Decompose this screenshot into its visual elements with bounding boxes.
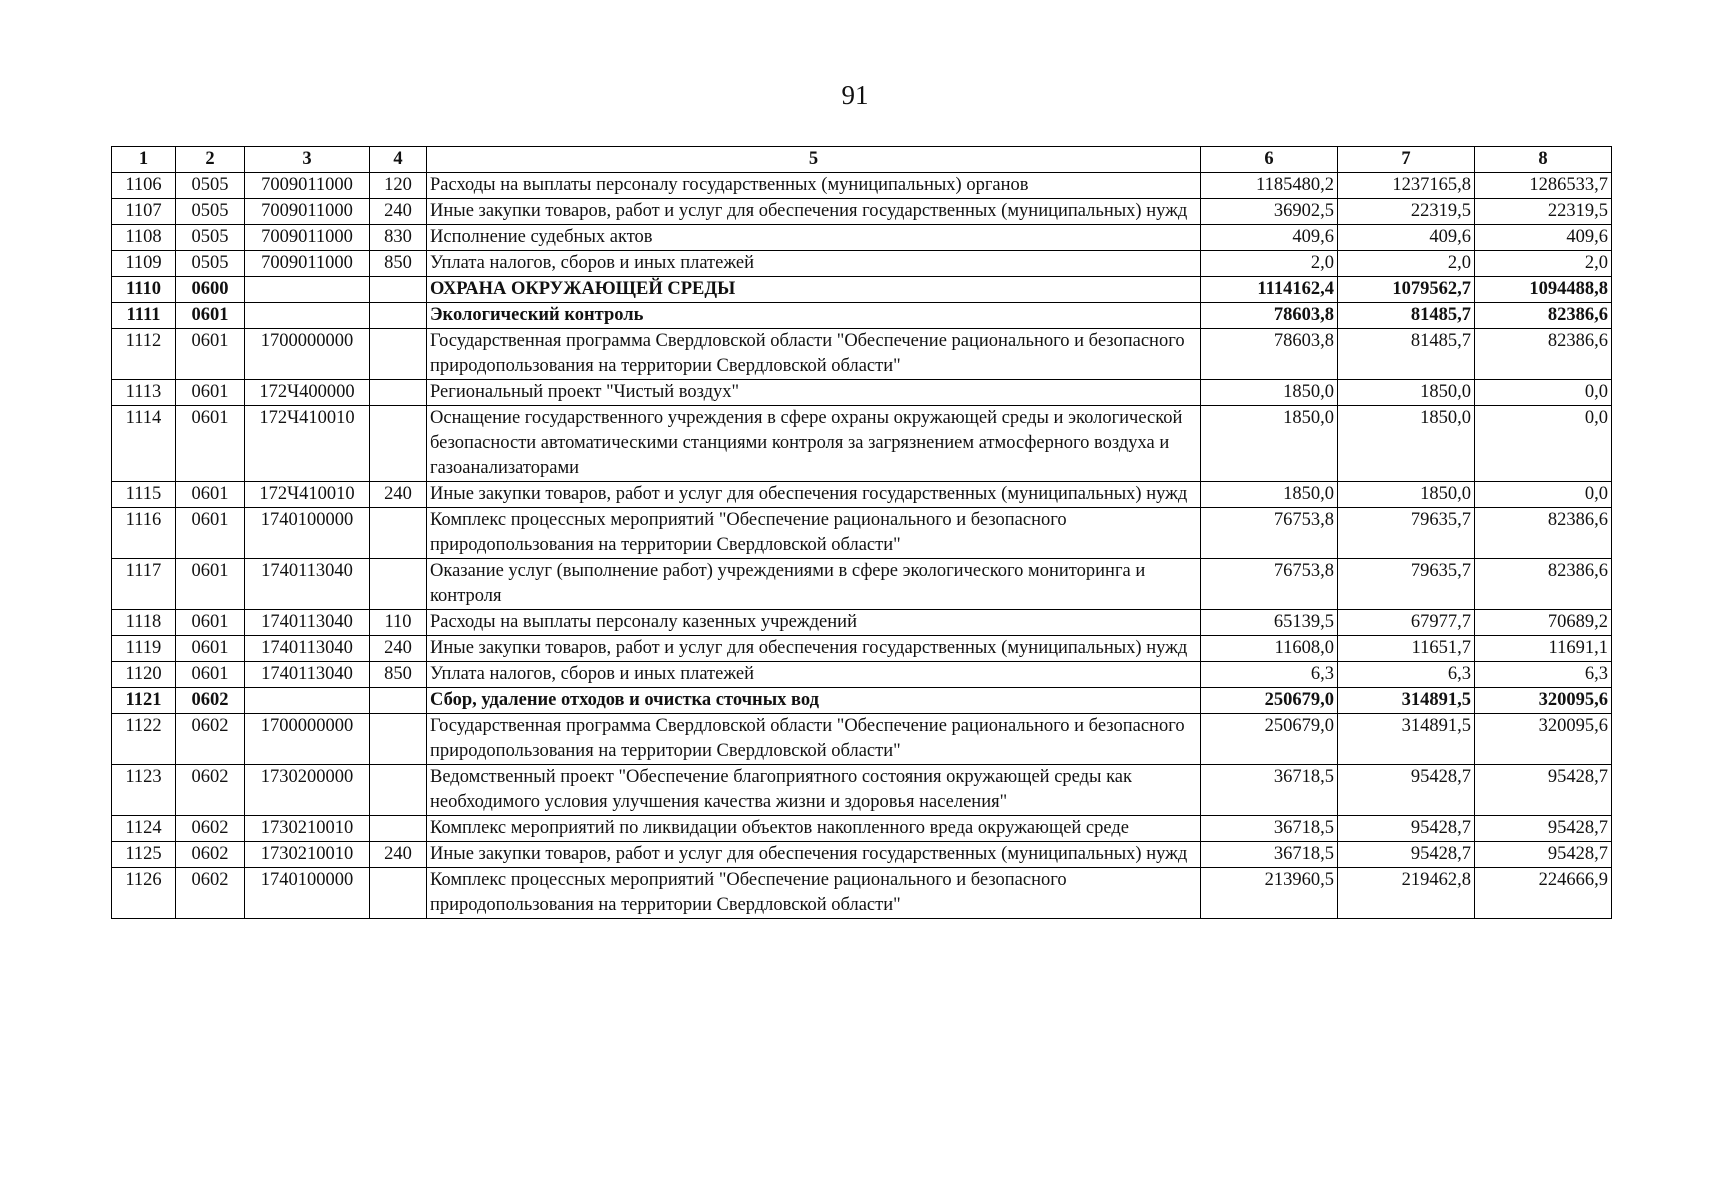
table-row: [112, 636, 1612, 662]
item-name-cell: Расходы на выплаты персоналу государственных (муниципальных) органов: [427, 173, 1201, 199]
amount-cell: 409,6: [1338, 225, 1475, 251]
table-row: [112, 199, 1612, 225]
expense-type-code-cell: [370, 816, 427, 842]
target-item-code-cell: 1730210010: [245, 816, 370, 842]
item-name-cell: Расходы на выплаты персоналу казенных учреждений: [427, 610, 1201, 636]
amount-cell: 1237165,8: [1338, 173, 1475, 199]
table-row: [112, 508, 1612, 559]
amount-cell: 82386,6: [1475, 508, 1612, 559]
expense-type-code-cell: [370, 688, 427, 714]
amount-cell: 78603,8: [1201, 303, 1338, 329]
amount-cell: 82386,6: [1475, 559, 1612, 610]
amount-cell: 22319,5: [1475, 199, 1612, 225]
row-number-cell: 1121: [112, 688, 176, 714]
target-item-code-cell: 1740100000: [245, 868, 370, 919]
amount-cell: 224666,9: [1475, 868, 1612, 919]
amount-cell: 1850,0: [1201, 406, 1338, 482]
item-name-cell: Оказание услуг (выполнение работ) учреждениями в сфере экологического мониторинга и контроля: [427, 559, 1201, 610]
amount-cell: 79635,7: [1338, 559, 1475, 610]
expense-type-code-cell: 850: [370, 662, 427, 688]
row-number-cell: 1118: [112, 610, 176, 636]
amount-cell: 409,6: [1475, 225, 1612, 251]
section-code-cell: 0601: [176, 662, 245, 688]
item-name-cell: Комплекс процессных мероприятий "Обеспечение рационального и безопасного природопользования на территории Свердловской области": [427, 508, 1201, 559]
table-row: [112, 714, 1612, 765]
row-number-cell: 1122: [112, 714, 176, 765]
target-item-code-cell: 1740100000: [245, 508, 370, 559]
row-number-cell: 1125: [112, 842, 176, 868]
column-header: 2: [176, 147, 245, 173]
row-number-cell: 1112: [112, 329, 176, 380]
row-number-cell: 1123: [112, 765, 176, 816]
expense-type-code-cell: [370, 277, 427, 303]
section-code-cell: 0601: [176, 636, 245, 662]
row-number-cell: 1116: [112, 508, 176, 559]
section-code-cell: 0601: [176, 406, 245, 482]
row-number-cell: 1107: [112, 199, 176, 225]
item-name-cell: Государственная программа Свердловской области "Обеспечение рационального и безопасного природопользования на территории Свердловской области": [427, 714, 1201, 765]
table-row: [112, 559, 1612, 610]
expense-type-code-cell: [370, 508, 427, 559]
amount-cell: 82386,6: [1475, 329, 1612, 380]
amount-cell: 1185480,2: [1201, 173, 1338, 199]
section-code-cell: 0505: [176, 251, 245, 277]
amount-cell: 79635,7: [1338, 508, 1475, 559]
row-number-cell: 1111: [112, 303, 176, 329]
amount-cell: 250679,0: [1201, 714, 1338, 765]
section-code-cell: 0505: [176, 225, 245, 251]
row-number-cell: 1109: [112, 251, 176, 277]
amount-cell: 0,0: [1475, 380, 1612, 406]
target-item-code-cell: 1730200000: [245, 765, 370, 816]
amount-cell: 95428,7: [1475, 842, 1612, 868]
amount-cell: 1850,0: [1201, 482, 1338, 508]
amount-cell: 1850,0: [1201, 380, 1338, 406]
amount-cell: 78603,8: [1201, 329, 1338, 380]
amount-cell: 1286533,7: [1475, 173, 1612, 199]
section-code-cell: 0602: [176, 688, 245, 714]
expense-type-code-cell: 240: [370, 842, 427, 868]
amount-cell: 2,0: [1201, 251, 1338, 277]
item-name-cell: Сбор, удаление отходов и очистка сточных вод: [427, 688, 1201, 714]
amount-cell: 2,0: [1475, 251, 1612, 277]
amount-cell: 219462,8: [1338, 868, 1475, 919]
amount-cell: 0,0: [1475, 482, 1612, 508]
expense-type-code-cell: [370, 765, 427, 816]
target-item-code-cell: 172Ч410010: [245, 482, 370, 508]
amount-cell: 95428,7: [1475, 765, 1612, 816]
target-item-code-cell: [245, 277, 370, 303]
amount-cell: 409,6: [1201, 225, 1338, 251]
table-row: [112, 868, 1612, 919]
item-name-cell: Иные закупки товаров, работ и услуг для обеспечения государственных (муниципальных) нужд: [427, 636, 1201, 662]
target-item-code-cell: 1730210010: [245, 842, 370, 868]
column-header: 6: [1201, 147, 1338, 173]
item-name-cell: Уплата налогов, сборов и иных платежей: [427, 662, 1201, 688]
target-item-code-cell: 1700000000: [245, 714, 370, 765]
item-name-cell: Иные закупки товаров, работ и услуг для обеспечения государственных (муниципальных) нужд: [427, 842, 1201, 868]
section-code-cell: 0601: [176, 329, 245, 380]
table-row: [112, 482, 1612, 508]
page-number: 91: [841, 80, 869, 110]
section-code-cell: 0601: [176, 482, 245, 508]
section-code-cell: 0601: [176, 380, 245, 406]
target-item-code-cell: 7009011000: [245, 173, 370, 199]
table-body: [112, 173, 1612, 919]
amount-cell: 36718,5: [1201, 765, 1338, 816]
table-row: [112, 380, 1612, 406]
item-name-cell: Ведомственный проект "Обеспечение благоприятного состояния окружающей среды как необходимого условия улучшения качества жизни и здоровья населения": [427, 765, 1201, 816]
budget-table: [111, 146, 1612, 919]
row-number-cell: 1124: [112, 816, 176, 842]
amount-cell: 1850,0: [1338, 482, 1475, 508]
item-name-cell: Экологический контроль: [427, 303, 1201, 329]
expense-type-code-cell: 240: [370, 636, 427, 662]
row-number-cell: 1106: [112, 173, 176, 199]
row-number-cell: 1115: [112, 482, 176, 508]
amount-cell: 95428,7: [1338, 816, 1475, 842]
column-header: 3: [245, 147, 370, 173]
amount-cell: 1079562,7: [1338, 277, 1475, 303]
row-number-cell: 1110: [112, 277, 176, 303]
amount-cell: 11651,7: [1338, 636, 1475, 662]
expense-type-code-cell: [370, 714, 427, 765]
amount-cell: 76753,8: [1201, 508, 1338, 559]
table-row: [112, 662, 1612, 688]
item-name-cell: Государственная программа Свердловской области "Обеспечение рационального и безопасного природопользования на территории Свердловской области": [427, 329, 1201, 380]
table-row: [112, 329, 1612, 380]
row-number-cell: 1108: [112, 225, 176, 251]
amount-cell: 67977,7: [1338, 610, 1475, 636]
amount-cell: 2,0: [1338, 251, 1475, 277]
item-name-cell: Иные закупки товаров, работ и услуг для обеспечения государственных (муниципальных) нужд: [427, 199, 1201, 225]
row-number-cell: 1126: [112, 868, 176, 919]
amount-cell: 95428,7: [1338, 842, 1475, 868]
target-item-code-cell: 7009011000: [245, 251, 370, 277]
target-item-code-cell: 1740113040: [245, 559, 370, 610]
amount-cell: 22319,5: [1338, 199, 1475, 225]
amount-cell: 36718,5: [1201, 816, 1338, 842]
table-row: [112, 688, 1612, 714]
expense-type-code-cell: [370, 329, 427, 380]
table-row: [112, 765, 1612, 816]
column-header: 8: [1475, 147, 1612, 173]
amount-cell: 65139,5: [1201, 610, 1338, 636]
item-name-cell: ОХРАНА ОКРУЖАЮЩЕЙ СРЕДЫ: [427, 277, 1201, 303]
expense-type-code-cell: [370, 559, 427, 610]
expense-type-code-cell: 240: [370, 482, 427, 508]
row-number-cell: 1117: [112, 559, 176, 610]
table-row: [112, 251, 1612, 277]
target-item-code-cell: 1740113040: [245, 610, 370, 636]
row-number-cell: 1114: [112, 406, 176, 482]
target-item-code-cell: 172Ч410010: [245, 406, 370, 482]
expense-type-code-cell: [370, 406, 427, 482]
expense-type-code-cell: [370, 380, 427, 406]
amount-cell: 314891,5: [1338, 688, 1475, 714]
amount-cell: 320095,6: [1475, 714, 1612, 765]
item-name-cell: Исполнение судебных актов: [427, 225, 1201, 251]
target-item-code-cell: [245, 688, 370, 714]
item-name-cell: Комплекс процессных мероприятий "Обеспечение рационального и безопасного природопользования на территории Свердловской области": [427, 868, 1201, 919]
expense-type-code-cell: 830: [370, 225, 427, 251]
section-code-cell: 0601: [176, 559, 245, 610]
table-row: [112, 610, 1612, 636]
amount-cell: 82386,6: [1475, 303, 1612, 329]
row-number-cell: 1120: [112, 662, 176, 688]
amount-cell: 11608,0: [1201, 636, 1338, 662]
amount-cell: 1850,0: [1338, 380, 1475, 406]
target-item-code-cell: 7009011000: [245, 225, 370, 251]
section-code-cell: 0602: [176, 714, 245, 765]
amount-cell: 6,3: [1201, 662, 1338, 688]
section-code-cell: 0601: [176, 610, 245, 636]
table-row: [112, 816, 1612, 842]
amount-cell: 11691,1: [1475, 636, 1612, 662]
table-row: [112, 225, 1612, 251]
amount-cell: 6,3: [1338, 662, 1475, 688]
table-row: [112, 303, 1612, 329]
expense-type-code-cell: 110: [370, 610, 427, 636]
item-name-cell: Иные закупки товаров, работ и услуг для обеспечения государственных (муниципальных) нужд: [427, 482, 1201, 508]
section-code-cell: 0505: [176, 173, 245, 199]
section-code-cell: 0602: [176, 765, 245, 816]
expense-type-code-cell: 850: [370, 251, 427, 277]
row-number-cell: 1113: [112, 380, 176, 406]
amount-cell: 0,0: [1475, 406, 1612, 482]
table-row: [112, 277, 1612, 303]
table-row: [112, 173, 1612, 199]
amount-cell: 314891,5: [1338, 714, 1475, 765]
column-header: 5: [427, 147, 1201, 173]
target-item-code-cell: [245, 303, 370, 329]
column-header: 1: [112, 147, 176, 173]
target-item-code-cell: 1740113040: [245, 662, 370, 688]
section-code-cell: 0602: [176, 816, 245, 842]
expense-type-code-cell: 240: [370, 199, 427, 225]
amount-cell: 213960,5: [1201, 868, 1338, 919]
target-item-code-cell: 172Ч400000: [245, 380, 370, 406]
amount-cell: 76753,8: [1201, 559, 1338, 610]
section-code-cell: 0602: [176, 842, 245, 868]
section-code-cell: 0505: [176, 199, 245, 225]
item-name-cell: Региональный проект "Чистый воздух": [427, 380, 1201, 406]
target-item-code-cell: 7009011000: [245, 199, 370, 225]
amount-cell: 81485,7: [1338, 303, 1475, 329]
amount-cell: 95428,7: [1475, 816, 1612, 842]
expense-type-code-cell: 120: [370, 173, 427, 199]
amount-cell: 1114162,4: [1201, 277, 1338, 303]
row-number-cell: 1119: [112, 636, 176, 662]
section-code-cell: 0601: [176, 508, 245, 559]
section-code-cell: 0600: [176, 277, 245, 303]
section-code-cell: 0602: [176, 868, 245, 919]
amount-cell: 70689,2: [1475, 610, 1612, 636]
amount-cell: 250679,0: [1201, 688, 1338, 714]
table-row: [112, 842, 1612, 868]
amount-cell: 36902,5: [1201, 199, 1338, 225]
amount-cell: 320095,6: [1475, 688, 1612, 714]
column-header: 7: [1338, 147, 1475, 173]
column-header: 4: [370, 147, 427, 173]
target-item-code-cell: 1700000000: [245, 329, 370, 380]
amount-cell: 36718,5: [1201, 842, 1338, 868]
item-name-cell: Оснащение государственного учреждения в сфере охраны окружающей среды и экологической безопасности автоматическими станциями контроля за загрязнением атмосферного воздуха и газоанализаторами: [427, 406, 1201, 482]
target-item-code-cell: 1740113040: [245, 636, 370, 662]
table-header-row: [112, 147, 1612, 173]
expense-type-code-cell: [370, 868, 427, 919]
expense-type-code-cell: [370, 303, 427, 329]
amount-cell: 95428,7: [1338, 765, 1475, 816]
amount-cell: 1094488,8: [1475, 277, 1612, 303]
amount-cell: 6,3: [1475, 662, 1612, 688]
item-name-cell: Уплата налогов, сборов и иных платежей: [427, 251, 1201, 277]
table-row: [112, 406, 1612, 482]
section-code-cell: 0601: [176, 303, 245, 329]
amount-cell: 1850,0: [1338, 406, 1475, 482]
amount-cell: 81485,7: [1338, 329, 1475, 380]
item-name-cell: Комплекс мероприятий по ликвидации объектов накопленного вреда окружающей среде: [427, 816, 1201, 842]
